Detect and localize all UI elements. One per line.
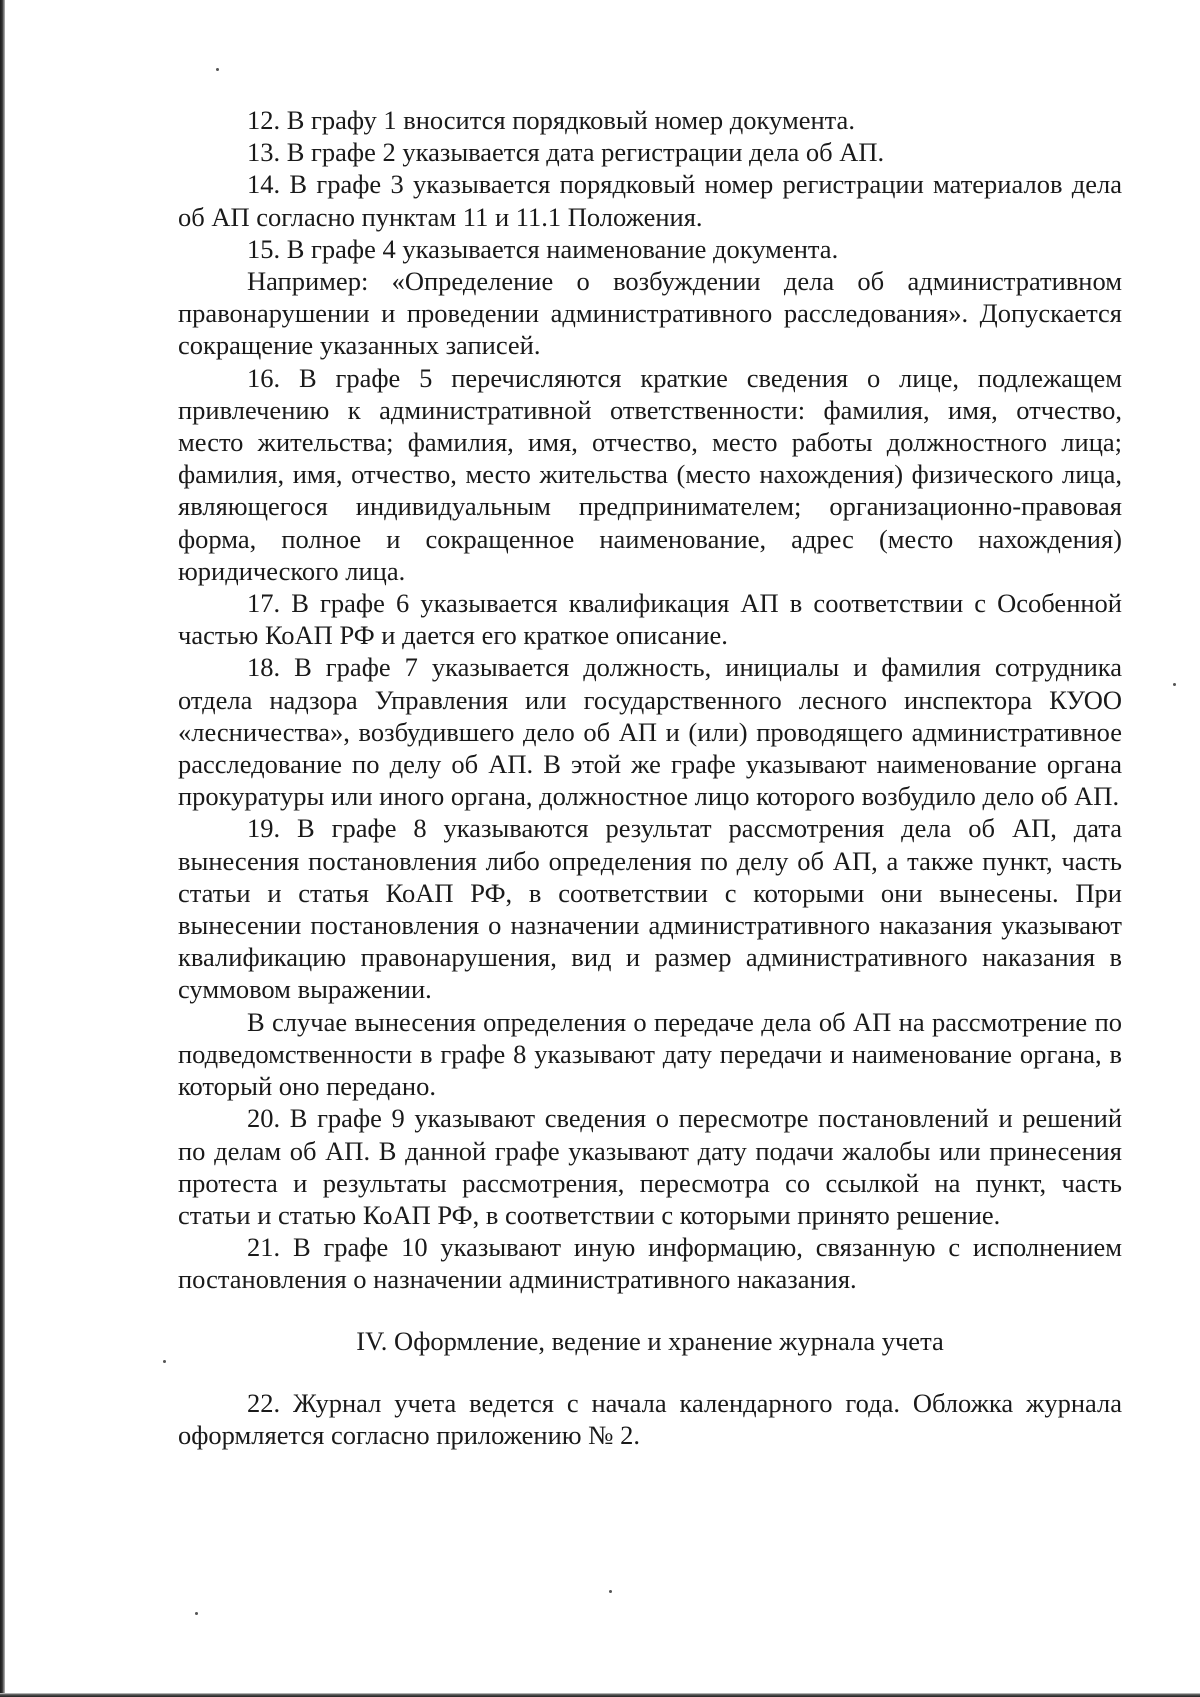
document-body [178, 104, 1122, 1451]
paragraph-item-13: 13. В графе 2 указывается дата регистрации дела об АП. [247, 137, 885, 168]
paragraph-item-14: 14. В графе 3 указывается порядковый номер регистрации материалов дела об АП согласно пунктам 11 и 11.1 Положения. [178, 169, 1122, 232]
paragraph-example: Например: «Определение о возбуждении дела об административном правонарушении и проведении административного расследования». Допускается сокращение указанных записей. [178, 266, 1122, 361]
paragraph-item-20: 20. В графе 9 указывают сведения о пересмотре постановлений и решений по делам об АП. В данной графе указывают дату подачи жалобы или принесения протеста и результаты рассмотрения, пересмотра со ссылкой на пункт, часть статьи и статью КоАП РФ, в соответствии с которыми принято решение. [178, 1103, 1122, 1230]
scan-edge-bottom [0, 1693, 1200, 1697]
paragraph-item-17: 17. В графе 6 указывается квалификация АП в соответствии с Особенной частью КоАП РФ и дается его краткое описание. [178, 588, 1122, 651]
paragraph-item-22: 22. Журнал учета ведется с начала календарного года. Обложка журнала оформляется согласно приложению № 2. [178, 1387, 1122, 1450]
paragraph-transfer-case: В случае вынесения определения о передаче дела об АП на рассмотрение по подведомственности в графе 8 указывают дату передачи и наименование органа, в который оно передано. [178, 1006, 1122, 1102]
scan-speck [1173, 683, 1176, 686]
section-heading: IV. Оформление, ведение и хранение журнала учета [356, 1325, 944, 1356]
paragraph-item-15: 15. В графе 4 указывается наименование документа. [247, 233, 839, 264]
paragraph-item-16: 16. В графе 5 перечисляются краткие сведения о лице, подлежащем привлечению к административной ответственности: фамилия, имя, отчество, место жительства; фамилия, имя, отчество, место работы должностного лица; фамилия, имя, отчество, место жительства (место нахождения) физического лица, являющегося индивидуальным предпринимателем; организационно-правовая форма, полное и сокращенное наименование, адрес (место нахождения) юридического лица. [178, 362, 1122, 586]
scan-speck [163, 1360, 166, 1363]
paragraph-item-19: 19. В графе 8 указываются результат рассмотрения дела об АП, дата вынесения постановления либо определения по делу об АП, а также пункт, часть статьи и статья КоАП РФ, в соответствии с которыми они вынесены. При вынесении постановления о назначении административного наказания указывают квалификацию правонарушения, вид и размер административного наказания в суммовом выражении. [178, 813, 1122, 1005]
scan-speck [609, 1590, 612, 1593]
scan-edge-left [0, 0, 5, 1697]
paragraph-item-18: 18. В графе 7 указывается должность, инициалы и фамилия сотрудника отдела надзора Управления или государственного лесного инспектора КУОО «лесничества», возбудившего дело об АП и (или) проводящего административное расследование по делу об АП. В этой же графе указывают наименование органа прокуратуры или иного органа, должностное лицо которого возбудило дело об АП. [178, 652, 1122, 812]
paragraph-item-21: 21. В графе 10 указывают иную информацию, связанную с исполнением постановления о назначении административного наказания. [178, 1232, 1122, 1295]
scan-speck [216, 68, 219, 71]
scan-speck [195, 1612, 198, 1615]
paragraph-item-12: 12. В графу 1 вносится порядковый номер документа. [247, 105, 855, 135]
